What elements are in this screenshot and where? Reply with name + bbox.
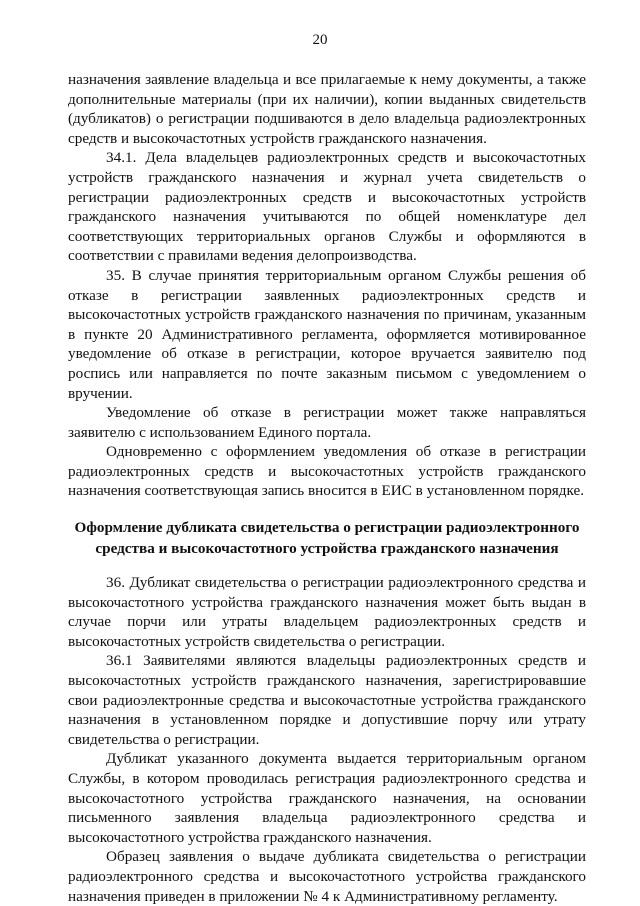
paragraph-35: 35. В случае принятия территориальным органом Службы решения об отказе в регистрации заявленных радиоэлектронных средств и высокочастотных устройств гражданского назначения по причинам, указанным в пункте 20 Административного регламента, оформляется мотивированное уведомление об отказе в регистрации, которое вручается заявителю под роспись или направляется по почте заказным письмом с уведомлением о вручении. [68, 266, 586, 402]
paragraph-sample-form: Образец заявления о выдаче дубликата свидетельства о регистрации радиоэлектронного средства и высокочастотного устройства гражданского назначения приведен в приложении № 4 к Административному регламенту. [68, 848, 586, 905]
document-body [68, 70, 586, 906]
section-heading: Оформление дубликата свидетельства о регистрации радиоэлектронного средства и высокочастотного устройства гражданского назначения [74, 519, 580, 558]
page-number: 20 [312, 32, 328, 48]
paragraph-36: 36. Дубликат свидетельства о регистрации радиоэлектронного средства и высокочастотного устройства гражданского назначения может быть выдан в случае порчи или утраты владельцем радиоэлектронных средств и высокочастотных устройств свидетельства о регистрации. [68, 574, 586, 650]
paragraph-duplicate-issuer: Дубликат указанного документа выдается территориальным органом Службы, в котором проводилась регистрация радиоэлектронного средства и высокочастотного устройства гражданского назначения, на основании письменного заявления владельца радиоэлектронного средства и высокочастотного устройства гражданского назначения. [68, 750, 586, 846]
paragraph-36-1: 36.1 Заявителями являются владельцы радиоэлектронных средств и высокочастотных устройств гражданского назначения, зарегистрировавшие свои радиоэлектронные средства и высокочастотные устройства гражданского назначения в установленном порядке и допустившие порчу или утрату свидетельства о регистрации. [68, 652, 586, 748]
paragraph-34-1: 34.1. Дела владельцев радиоэлектронных средств и высокочастотных устройств гражданского назначения и журнал учета свидетельств о регистрации радиоэлектронных средств и высокочастотных устройств гражданского назначения учитываются по общей номенклатуре дел соответствующих территориальных органов Службы и оформляются в соответствии с правилами ведения делопроизводства. [68, 149, 586, 265]
paragraph-continuation: назначения заявление владельца и все прилагаемые к нему документы, а также дополнительные материалы (при их наличии), копии выданных свидетельств (дубликатов) о регистрации подшиваются в дело владельца радиоэлектронных средств и высокочастотных устройств гражданского назначения. [68, 71, 586, 147]
paragraph-eis-record: Одновременно с оформлением уведомления об отказе в регистрации радиоэлектронных средств и высокочастотных устройств гражданского назначения соответствующая запись вносится в ЕИС в установленном порядке. [68, 443, 586, 500]
paragraph-notice-portal: Уведомление об отказе в регистрации может также направляться заявителю с использованием Единого портала. [68, 404, 586, 441]
